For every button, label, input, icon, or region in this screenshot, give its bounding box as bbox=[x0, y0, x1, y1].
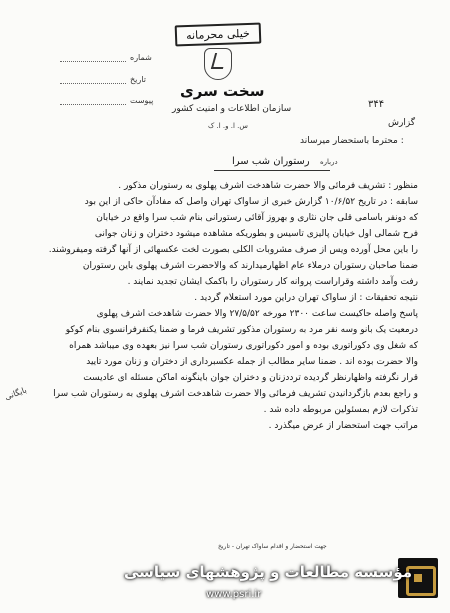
institute-name: مؤسسه مطالعات و پژوهشهای سیاسی bbox=[124, 563, 413, 581]
meta-label-date: تاریخ bbox=[130, 75, 146, 84]
meta-line-attachment bbox=[60, 104, 126, 105]
meta-line-date bbox=[60, 83, 126, 84]
paragraph: که شغل وی دکوراتوری بوده و امور دکوراتوری رستوران شب سرا نیز بعهده وی میباشد همراه bbox=[69, 341, 418, 351]
paragraph: قرار نگرفته واظهارنظر گردیده ترددزنان و دختران جوان باینگونه اماکن مسئله ای عادیست bbox=[83, 373, 418, 383]
organization-subtitle: سازمان اطلاعات و امنیت کشور bbox=[172, 104, 292, 114]
signature-line: جهت استحضار و اقدام ساواک تهران - تاریخ bbox=[218, 543, 327, 550]
paragraph: مراتب جهت استحضار از عرض میگذرد . bbox=[268, 421, 418, 431]
paragraph: ضمنا صاحبان رستوران درملاء عام اظهارمیدارند که والاحضرت اشرف پهلوی باین رستوران bbox=[82, 261, 418, 271]
paragraph: نتیجه تحقیقات : از ساواک تهران دراین مورد استعلام گردید . bbox=[194, 293, 418, 303]
paragraph: والا حضرت بوده اند . ضمنا سایر مطالب از جمله عکسبرداری از دختران و زنان مورد تایید bbox=[86, 357, 418, 367]
organization-title: سخت سری bbox=[180, 82, 265, 100]
organization-code: س. ا. و. ا. ک bbox=[208, 122, 248, 130]
salutation: محترما باستحضار میرساند : bbox=[300, 136, 404, 146]
paragraph: درمعیت یک بانو وسه نفر مرد به رستوران مذکور تشریف فرما و ضمنا یکنفرفرانسوی بنام کوکو bbox=[65, 325, 418, 335]
lion-and-sun-emblem bbox=[204, 48, 232, 80]
paragraph: را باین محل آورده ویس از صرف مشروبات الکلی بصورت لخت عکسهائی از آنها گرفته ومیفروشند. bbox=[48, 245, 418, 255]
document-number: ۳۴۴ bbox=[368, 99, 385, 110]
meta-label-attachment: پیوست bbox=[130, 96, 154, 105]
report-body bbox=[42, 178, 418, 434]
handwritten-margin-note: بایگانی bbox=[3, 385, 28, 402]
paragraph: و راجع بعدم بازگردانیدن تشریف فرمائی والا حضرت شاهدخت اشرف پهلوی به رستوران شب سرا bbox=[53, 389, 418, 399]
paragraph: تذکرات لازم بمسئولین مربوطه داده شد . bbox=[263, 405, 418, 415]
paragraph: سابقه : در تاریخ ۱۰/۶/۵۲ گزارش خبری از ساواک تهران واصل که مفادآن حاکی از این بود bbox=[84, 197, 418, 207]
institute-url[interactable]: www.psri.ir bbox=[206, 589, 262, 600]
subject-underline bbox=[214, 170, 330, 171]
paragraph: پاسخ واصله حاکیست ساعت ۲۳۰۰ مورخه ۲۷/۵/۵۲ والا حضرت شاهدخت اشرف پهلوی bbox=[96, 309, 418, 319]
meta-line-number bbox=[60, 61, 126, 62]
subject-text: رستوران شب سرا bbox=[232, 156, 310, 167]
meta-label-number: شماره bbox=[130, 53, 152, 62]
paragraph: رفت وآمد داشته وقراراست پروانه کار رستوران را باکمک ایشان تجدید نمایند . bbox=[127, 277, 418, 287]
report-label: گزارش bbox=[388, 118, 416, 128]
subject-prefix: درباره bbox=[320, 158, 338, 166]
paragraph: که دونفر باسامی قلی جان نثاری و بهروز آقائی رستورانی بنام شب سرا واقع در خیابان bbox=[96, 213, 418, 223]
paragraph: فرح شمالی اول خیابان پالیزی تاسیس و بطوریکه مشاهده میشود دختران و زنان جوانی bbox=[94, 229, 418, 239]
classification-stamp: خیلی محرمانه bbox=[175, 23, 262, 47]
paragraph: منظور : تشریف فرمائی والا حضرت شاهدخت اشرف پهلوی به رستوران مذکور . bbox=[118, 181, 418, 191]
